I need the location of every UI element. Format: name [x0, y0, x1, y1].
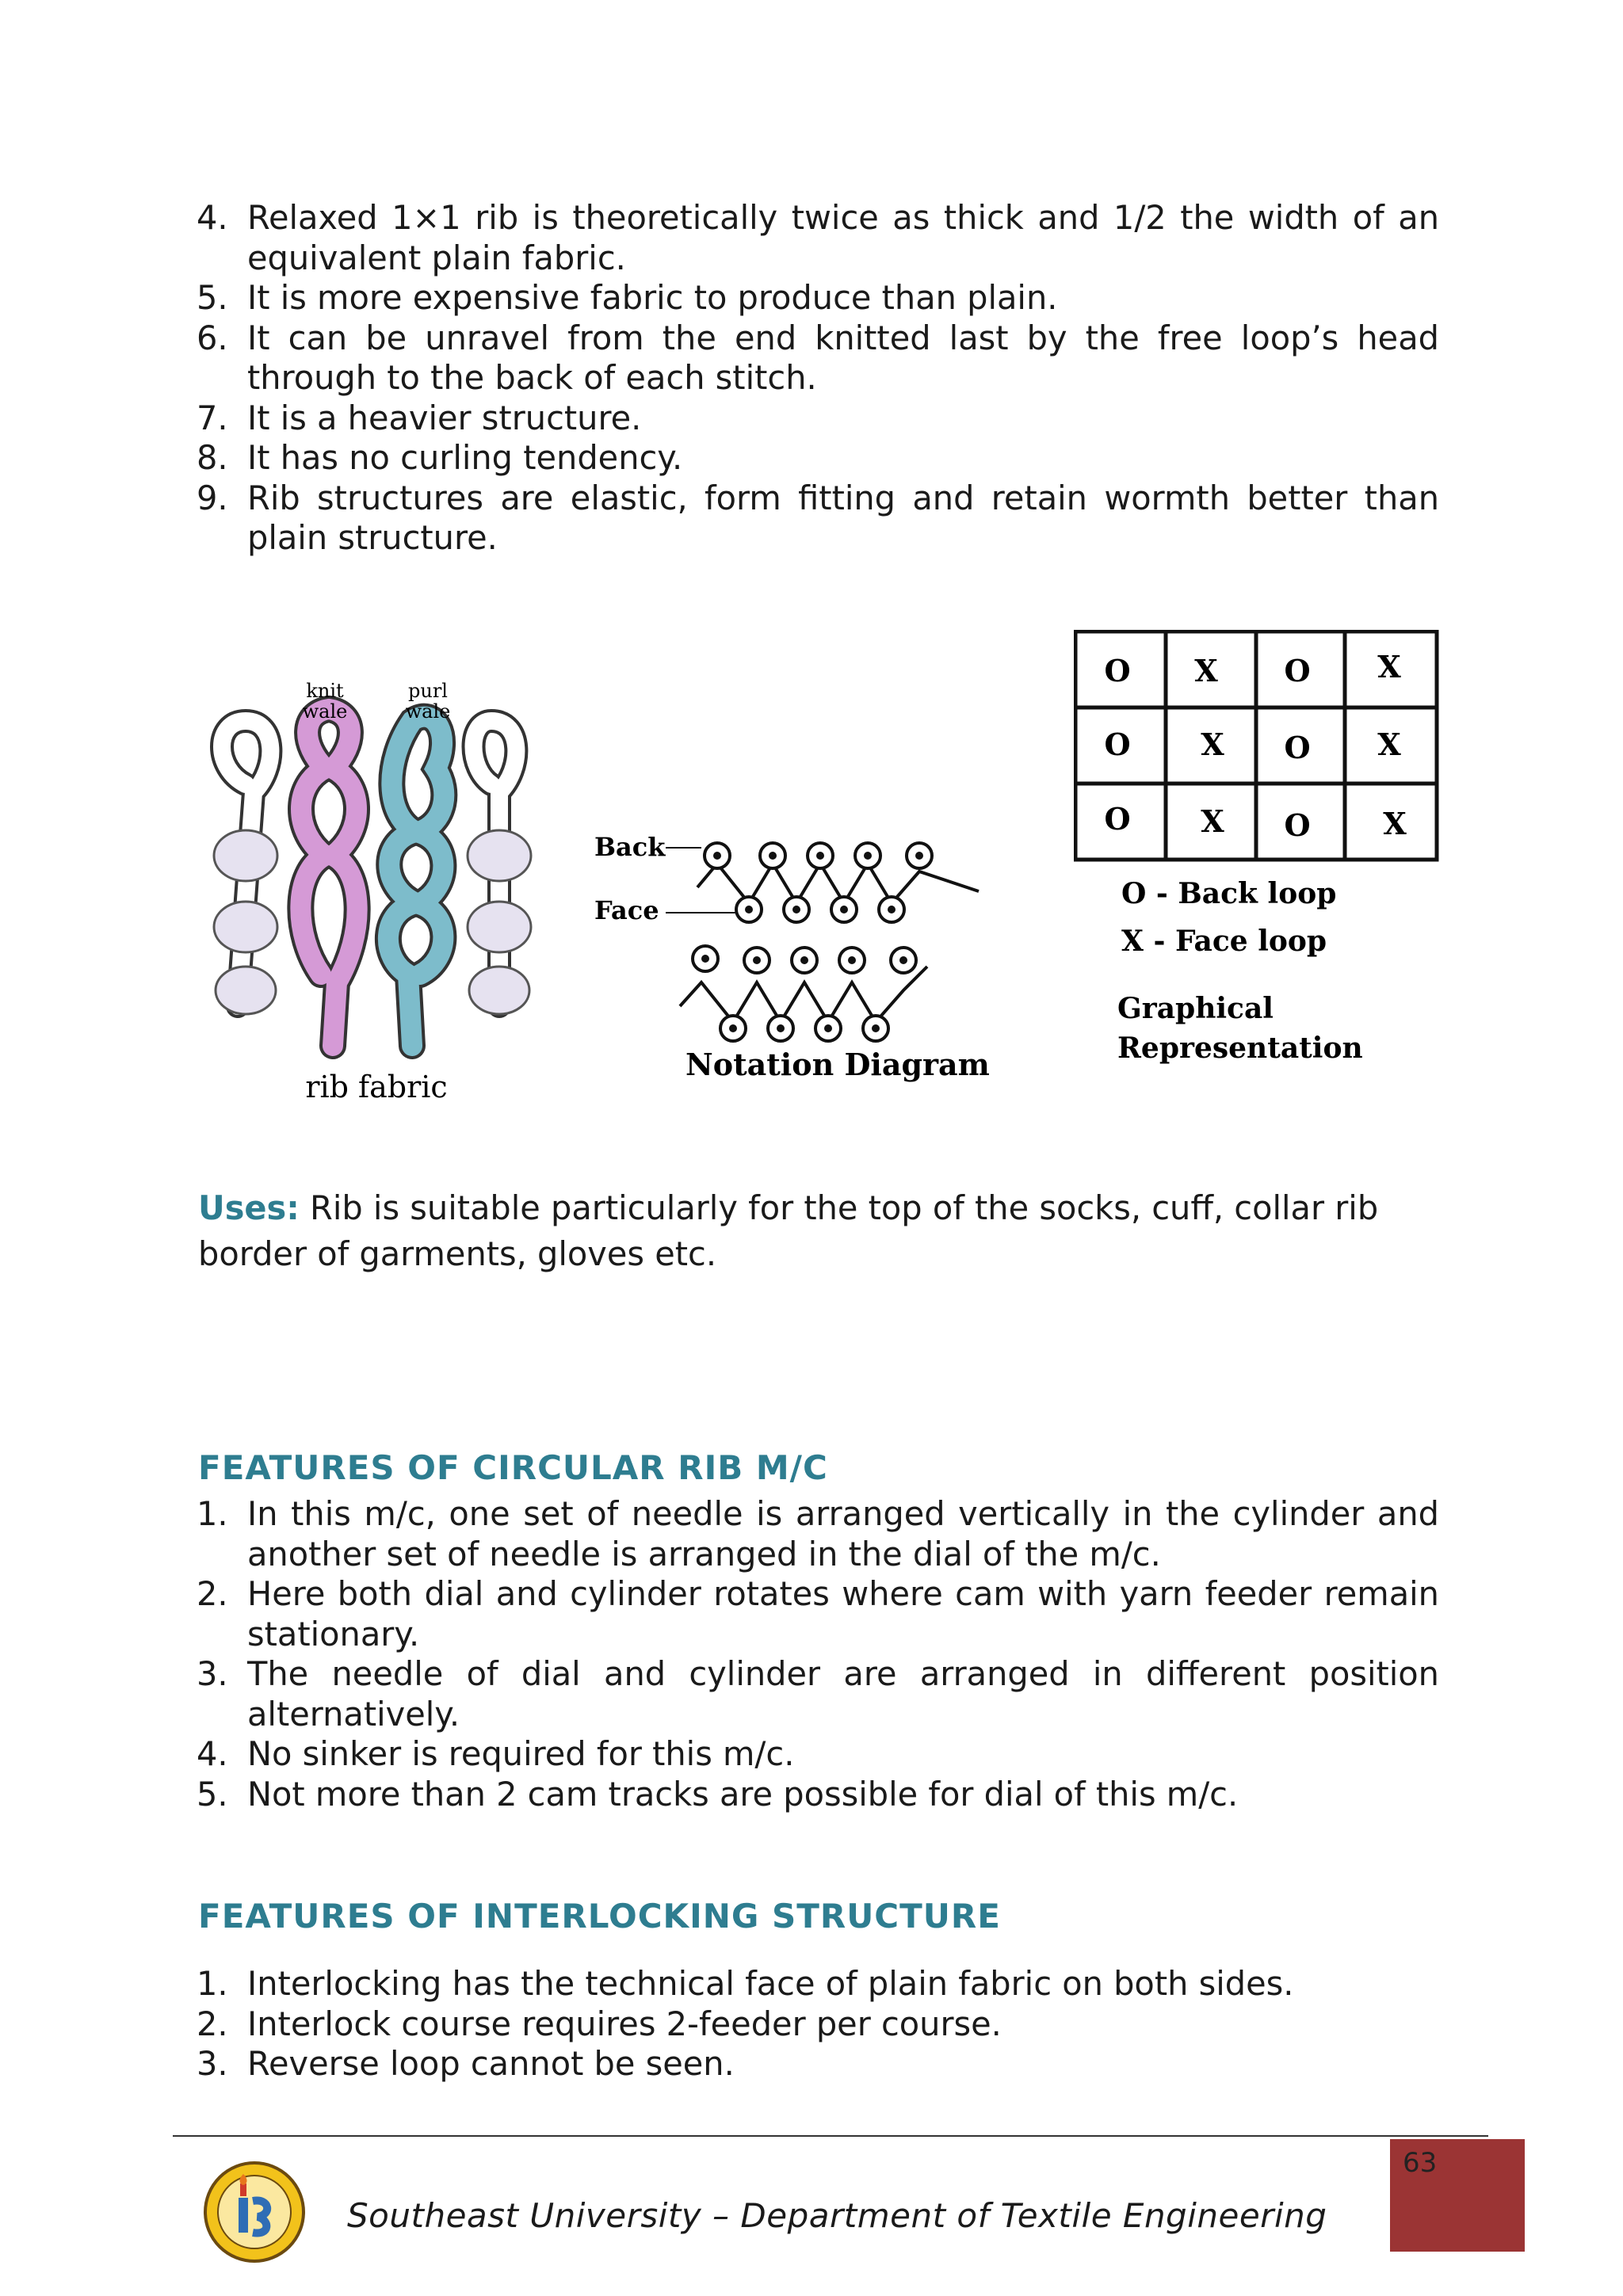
graph-caption-2: Representation [1117, 1032, 1363, 1065]
grid-cell: O [1284, 807, 1311, 843]
list-item: 2. Interlock course requires 2-feeder per course. [197, 2004, 1002, 2043]
uses-paragraph [198, 1185, 1450, 1277]
list-item: 2. Here both dial and cylinder rotates where cam with yarn feeder remain stationary. [197, 1574, 1439, 1653]
grid-cell: O [1284, 730, 1311, 765]
loop-grid [1074, 630, 1446, 868]
legend-face-loop: X - Face loop [1121, 925, 1327, 958]
rib-courses [214, 830, 531, 1014]
graph-legend [1074, 868, 1454, 1097]
top-list [197, 198, 1439, 559]
list-item: 6. It can be unravel from the end knitted last by the free loop’s head through to the back of each stitch. [197, 318, 1439, 397]
grid-cell: X [1377, 727, 1401, 762]
grid-cell: X [1377, 649, 1401, 685]
rib-fabric-caption: rib fabric [305, 1070, 448, 1104]
rib-fabric-figure [198, 673, 571, 1109]
list-item: 3. The needle of dial and cylinder are arranged in different position alternatively. [197, 1654, 1439, 1733]
interlocking-list [197, 1964, 1439, 2084]
knit-wale-label: knit [306, 680, 344, 702]
footer-divider [173, 2135, 1488, 2137]
list-item: 4. No sinker is required for this m/c. [197, 1734, 795, 1773]
section-heading-circular-rib: FEATURES OF CIRCULAR RIB M/C [198, 1448, 828, 1487]
notation-diagram [586, 824, 999, 1101]
grid-cell: X [1201, 803, 1224, 839]
page-number: 63 [1403, 2147, 1438, 2179]
page-number-box [1390, 2139, 1525, 2252]
list-item: 5. Not more than 2 cam tracks are possible for dial of this m/c. [197, 1774, 1239, 1814]
grid-cell: O [1104, 653, 1131, 688]
uses-label: Uses: [198, 1188, 300, 1227]
section-heading-interlocking: FEATURES OF INTERLOCKING STRUCTURE [198, 1897, 1001, 1936]
grid-cell: X [1194, 653, 1218, 688]
list-item: 1. In this m/c, one set of needle is arranged vertically in the cylinder and another set of needle is arranged in the dial of the m/c. [197, 1494, 1439, 1573]
graph-caption-1: Graphical [1117, 992, 1274, 1025]
grid-cell: X [1201, 727, 1224, 762]
notation-row-2 [680, 946, 927, 1041]
grid-cell: O [1284, 653, 1311, 688]
back-label: Back [594, 832, 666, 862]
notation-row-1 [697, 843, 979, 922]
university-logo-icon [202, 2160, 307, 2264]
list-item: 5. It is more expensive fabric to produce than plain. [197, 278, 1058, 317]
list-item: 8. It has no curling tendency. [197, 438, 683, 477]
rib-knit-wale [300, 709, 357, 1046]
purl-wale-label-2: wale [405, 700, 451, 723]
notation-caption: Notation Diagram [685, 1047, 990, 1082]
face-label: Face [594, 895, 659, 925]
rib-purl-wale [388, 717, 444, 1046]
list-item: 4. Relaxed 1×1 rib is theoretically twice as thick and 1/2 the width of an equivalent plain fabric. [197, 198, 1439, 277]
legend-back-loop: O - Back loop [1121, 877, 1337, 910]
circular-rib-list [197, 1494, 1439, 1814]
graphical-representation [1074, 630, 1454, 1097]
uses-text: Rib is suitable particularly for the top of the socks, cuff, collar rib border of garments, gloves etc. [198, 1188, 1379, 1273]
grid-cell: O [1104, 727, 1131, 762]
grid-cell: X [1383, 806, 1407, 841]
knit-wale-label-2: wale [302, 700, 348, 723]
list-item: 7. It is a heavier structure. [197, 398, 642, 437]
list-item: 3. Reverse loop cannot be seen. [197, 2044, 735, 2083]
list-item: 1. Interlocking has the technical face of plain fabric on both sides. [197, 1964, 1294, 2003]
list-item: 9. Rib structures are elastic, form fitting and retain wormth better than plain structure. [197, 478, 1439, 557]
purl-wale-label: purl [408, 680, 448, 702]
footer-text: Southeast University – Department of Textile Engineering [347, 2196, 1327, 2235]
grid-cell: O [1104, 801, 1131, 837]
